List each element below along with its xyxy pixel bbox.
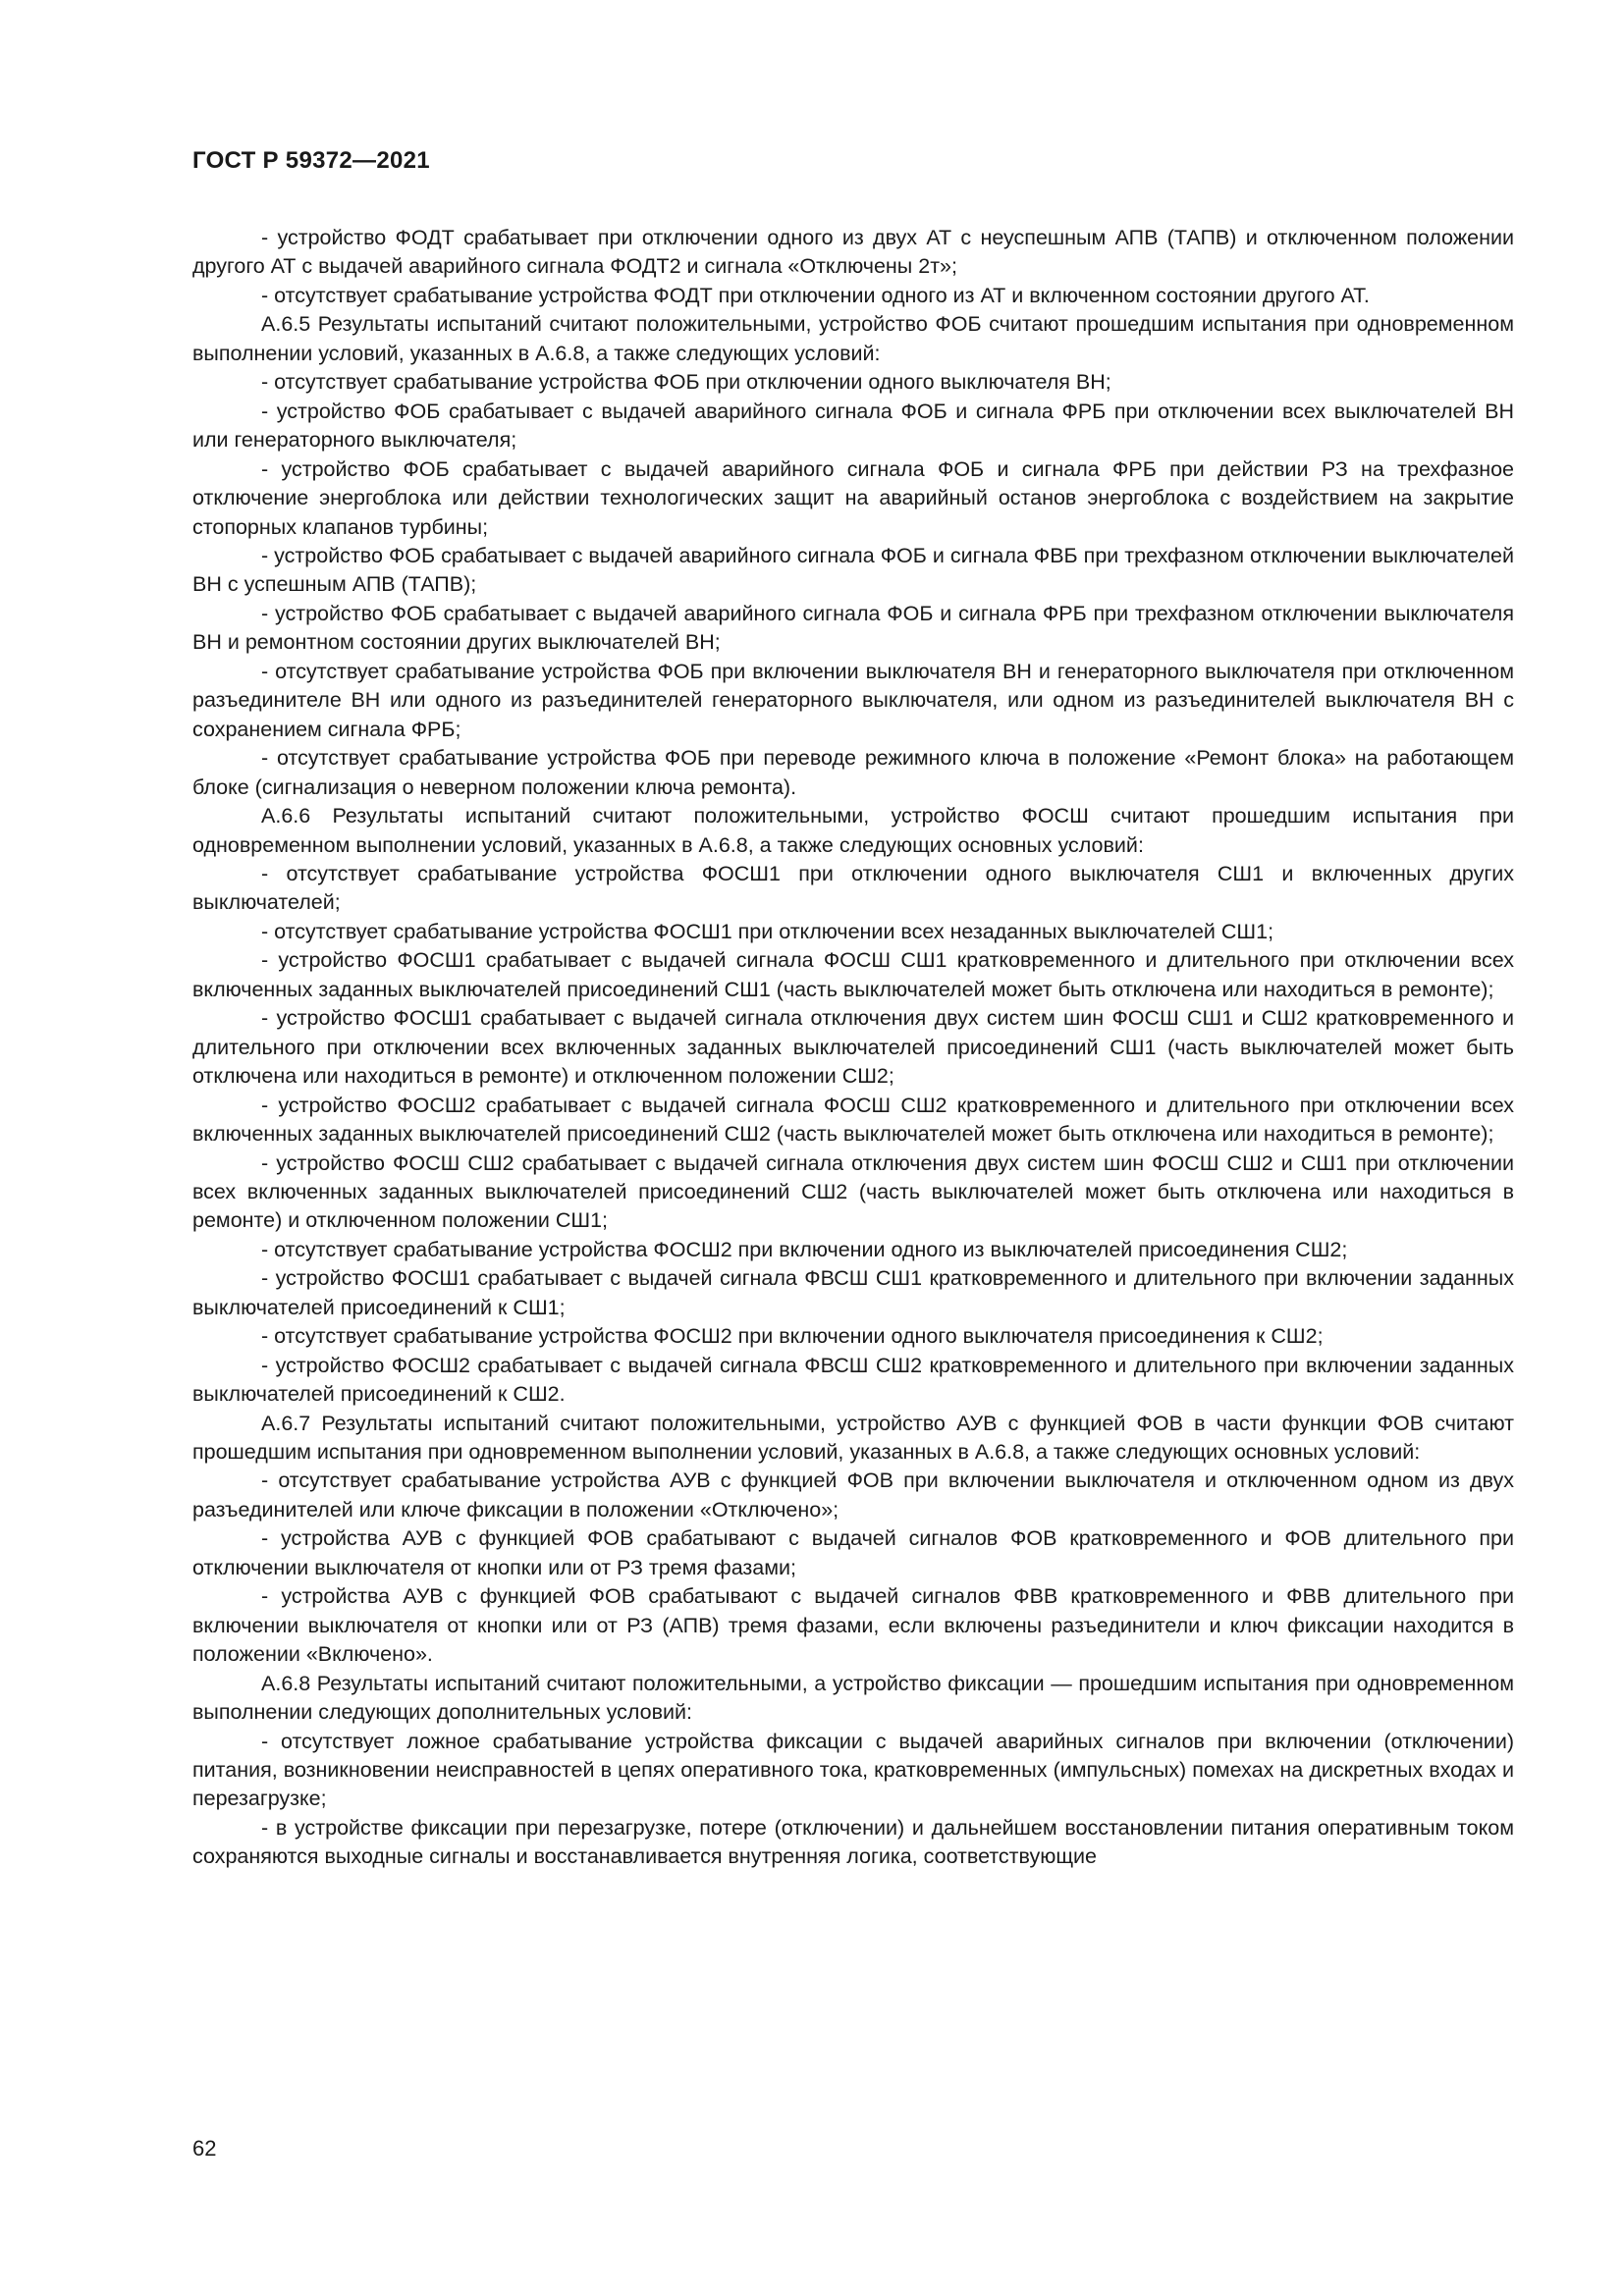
paragraph: - устройство ФОБ срабатывает с выдачей аварийного сигнала ФОБ и сигнала ФВБ при трехфазном отключении выключателей ВН с успешным АПВ (ТАПВ); [192,543,1514,597]
paragraph: - отсутствует срабатывание устройства ФОБ при переводе режимного ключа в положение «Ремонт блока» на работающем блоке (сигнализация о неверном положении ключа ремонта). [192,746,1514,799]
paragraph: А.6.5 Результаты испытаний считают положительными, устройство ФОБ считают прошедшим испытания при одновременном выполнении условий, указанных в А.6.8, а также следующих условий: [192,312,1514,365]
paragraph: - устройство ФОСШ СШ2 срабатывает с выдачей сигнала отключения двух систем шин ФОСШ СШ2 и СШ1 при отключении всех включенных заданных выключателей присоединений СШ2 (часть выключателей может быть отключена или находиться в ремонте) и отключенном положении СШ1; [192,1150,1514,1233]
paragraph: - отсутствует срабатывание устройства ФОСШ2 при включении одного из выключателей присоединения СШ2; [261,1237,1348,1261]
paragraph: - устройство ФОБ срабатывает с выдачей аварийного сигнала ФОБ и сигнала ФРБ при отключении всех выключателей ВН или генераторного выключателя; [192,399,1514,453]
paragraph: - отсутствует срабатывание устройства ФОСШ1 при отключении всех незаданных выключателей СШ1; [261,919,1274,943]
paragraph: - отсутствует срабатывание устройства АУВ с функцией ФОВ при включении выключателя и отключенном одном из двух разъединителей или ключе фиксации в положении «Отключено»; [192,1468,1514,1522]
paragraph: - устройство ФОСШ1 срабатывает с выдачей сигнала отключения двух систем шин ФОСШ СШ1 и СШ2 кратковременного и длительного при отключении всех включенных заданных выключателей присоединений СШ1 (часть выключателей может быть отключена или находиться в ремонте) и отключенном положении СШ2; [192,1006,1514,1089]
paragraph: - отсутствует срабатывание устройства ФОБ при включении выключателя ВН и генераторного выключателя при отключенном разъединителе ВН или одного из разъединителей генераторного выключателя, или одном из разъединителей выключателя ВН с сохранением сигнала ФРБ; [192,659,1514,741]
paragraph: - устройство ФОСШ1 срабатывает с выдачей сигнала ФОСШ СШ1 кратковременного и длительного при отключении всех включенных заданных выключателей присоединений СШ1 (часть выключателей может быть отключена или находиться в ремонте); [192,948,1514,1001]
paragraph: - отсутствует срабатывание устройства ФОДТ при отключении одного из АТ и включенном состоянии другого АТ. [261,283,1370,307]
page-number: 62 [192,2136,217,2161]
paragraph: - в устройстве фиксации при перезагрузке, потере (отключении) и дальнейшем восстановлении питания оперативным током сохраняются выходные сигналы и восстанавливается внутренняя логика, соответствующие [192,1815,1514,1869]
paragraph: А.6.7 Результаты испытаний считают положительными, устройство АУВ с функцией ФОВ в части функции ФОВ считают прошедшим испытания при одновременном выполнении условий, указанных в А.6.8, а также следующих основных условий: [192,1411,1514,1465]
document-body [192,224,1514,1872]
paragraph: - отсутствует срабатывание устройства ФОСШ1 при отключении одного выключателя СШ1 и включенных других выключателей; [192,861,1514,915]
document-header: ГОСТ Р 59372—2021 [192,147,430,174]
paragraph: - устройство ФОБ срабатывает с выдачей аварийного сигнала ФОБ и сигнала ФРБ при действии РЗ на трехфазное отключение энергоблока или действии технологических защит на аварийный останов энергоблока с воздействием на закрытие стопорных клапанов турбины; [192,456,1514,539]
paragraph: - устройство ФОБ срабатывает с выдачей аварийного сигнала ФОБ и сигнала ФРБ при трехфазном отключении выключателя ВН и ремонтном состоянии других выключателей ВН; [192,601,1514,655]
paragraph: - устройство ФОСШ2 срабатывает с выдачей сигнала ФВСШ СШ2 кратковременного и длительного при включении заданных выключателей присоединений к СШ2. [192,1353,1514,1407]
paragraph: - отсутствует срабатывание устройства ФОСШ2 при включении одного выключателя присоединения к СШ2; [261,1324,1324,1349]
paragraph: - устройство ФОДТ срабатывает при отключении одного из двух АТ с неуспешным АПВ (ТАПВ) и отключенном положении другого АТ с выдачей аварийного сигнала ФОДТ2 и сигнала «Отключены 2т»; [192,226,1514,279]
paragraph: - отсутствует ложное срабатывание устройства фиксации с выдачей аварийных сигналов при включении (отключении) питания, возникновении неисправностей в цепях оперативного тока, кратковременных (импульсных) помехах на дискретных входах и перезагрузке; [192,1729,1514,1811]
paragraph: А.6.8 Результаты испытаний считают положительными, а устройство фиксации — прошедшим испытания при одновременном выполнении следующих дополнительных условий: [192,1671,1514,1725]
paragraph: - устройства АУВ с функцией ФОВ срабатывают с выдачей сигналов ФВВ кратковременного и ФВВ длительного при включении выключателя от кнопки или от РЗ (АПВ) тремя фазами, если включены разъединители и ключ фиксации находится в положении «Включено». [192,1584,1514,1667]
paragraph: - устройства АУВ с функцией ФОВ срабатывают с выдачей сигналов ФОВ кратковременного и ФОВ длительного при отключении выключателя от кнопки или от РЗ тремя фазами; [192,1526,1514,1579]
paragraph: - отсутствует срабатывание устройства ФОБ при отключении одного выключателя ВН; [261,370,1111,395]
paragraph: - устройство ФОСШ1 срабатывает с выдачей сигнала ФВСШ СШ1 кратковременного и длительного при включении заданных выключателей присоединений к СШ1; [192,1266,1514,1319]
paragraph: А.6.6 Результаты испытаний считают положительными, устройство ФОСШ считают прошедшим испытания при одновременном выполнении условий, указанных в А.6.8, а также следующих основных условий: [192,804,1514,857]
paragraph: - устройство ФОСШ2 срабатывает с выдачей сигнала ФОСШ СШ2 кратковременного и длительного при отключении всех включенных заданных выключателей присоединений СШ2 (часть выключателей может быть отключена или находиться в ремонте); [192,1093,1514,1147]
